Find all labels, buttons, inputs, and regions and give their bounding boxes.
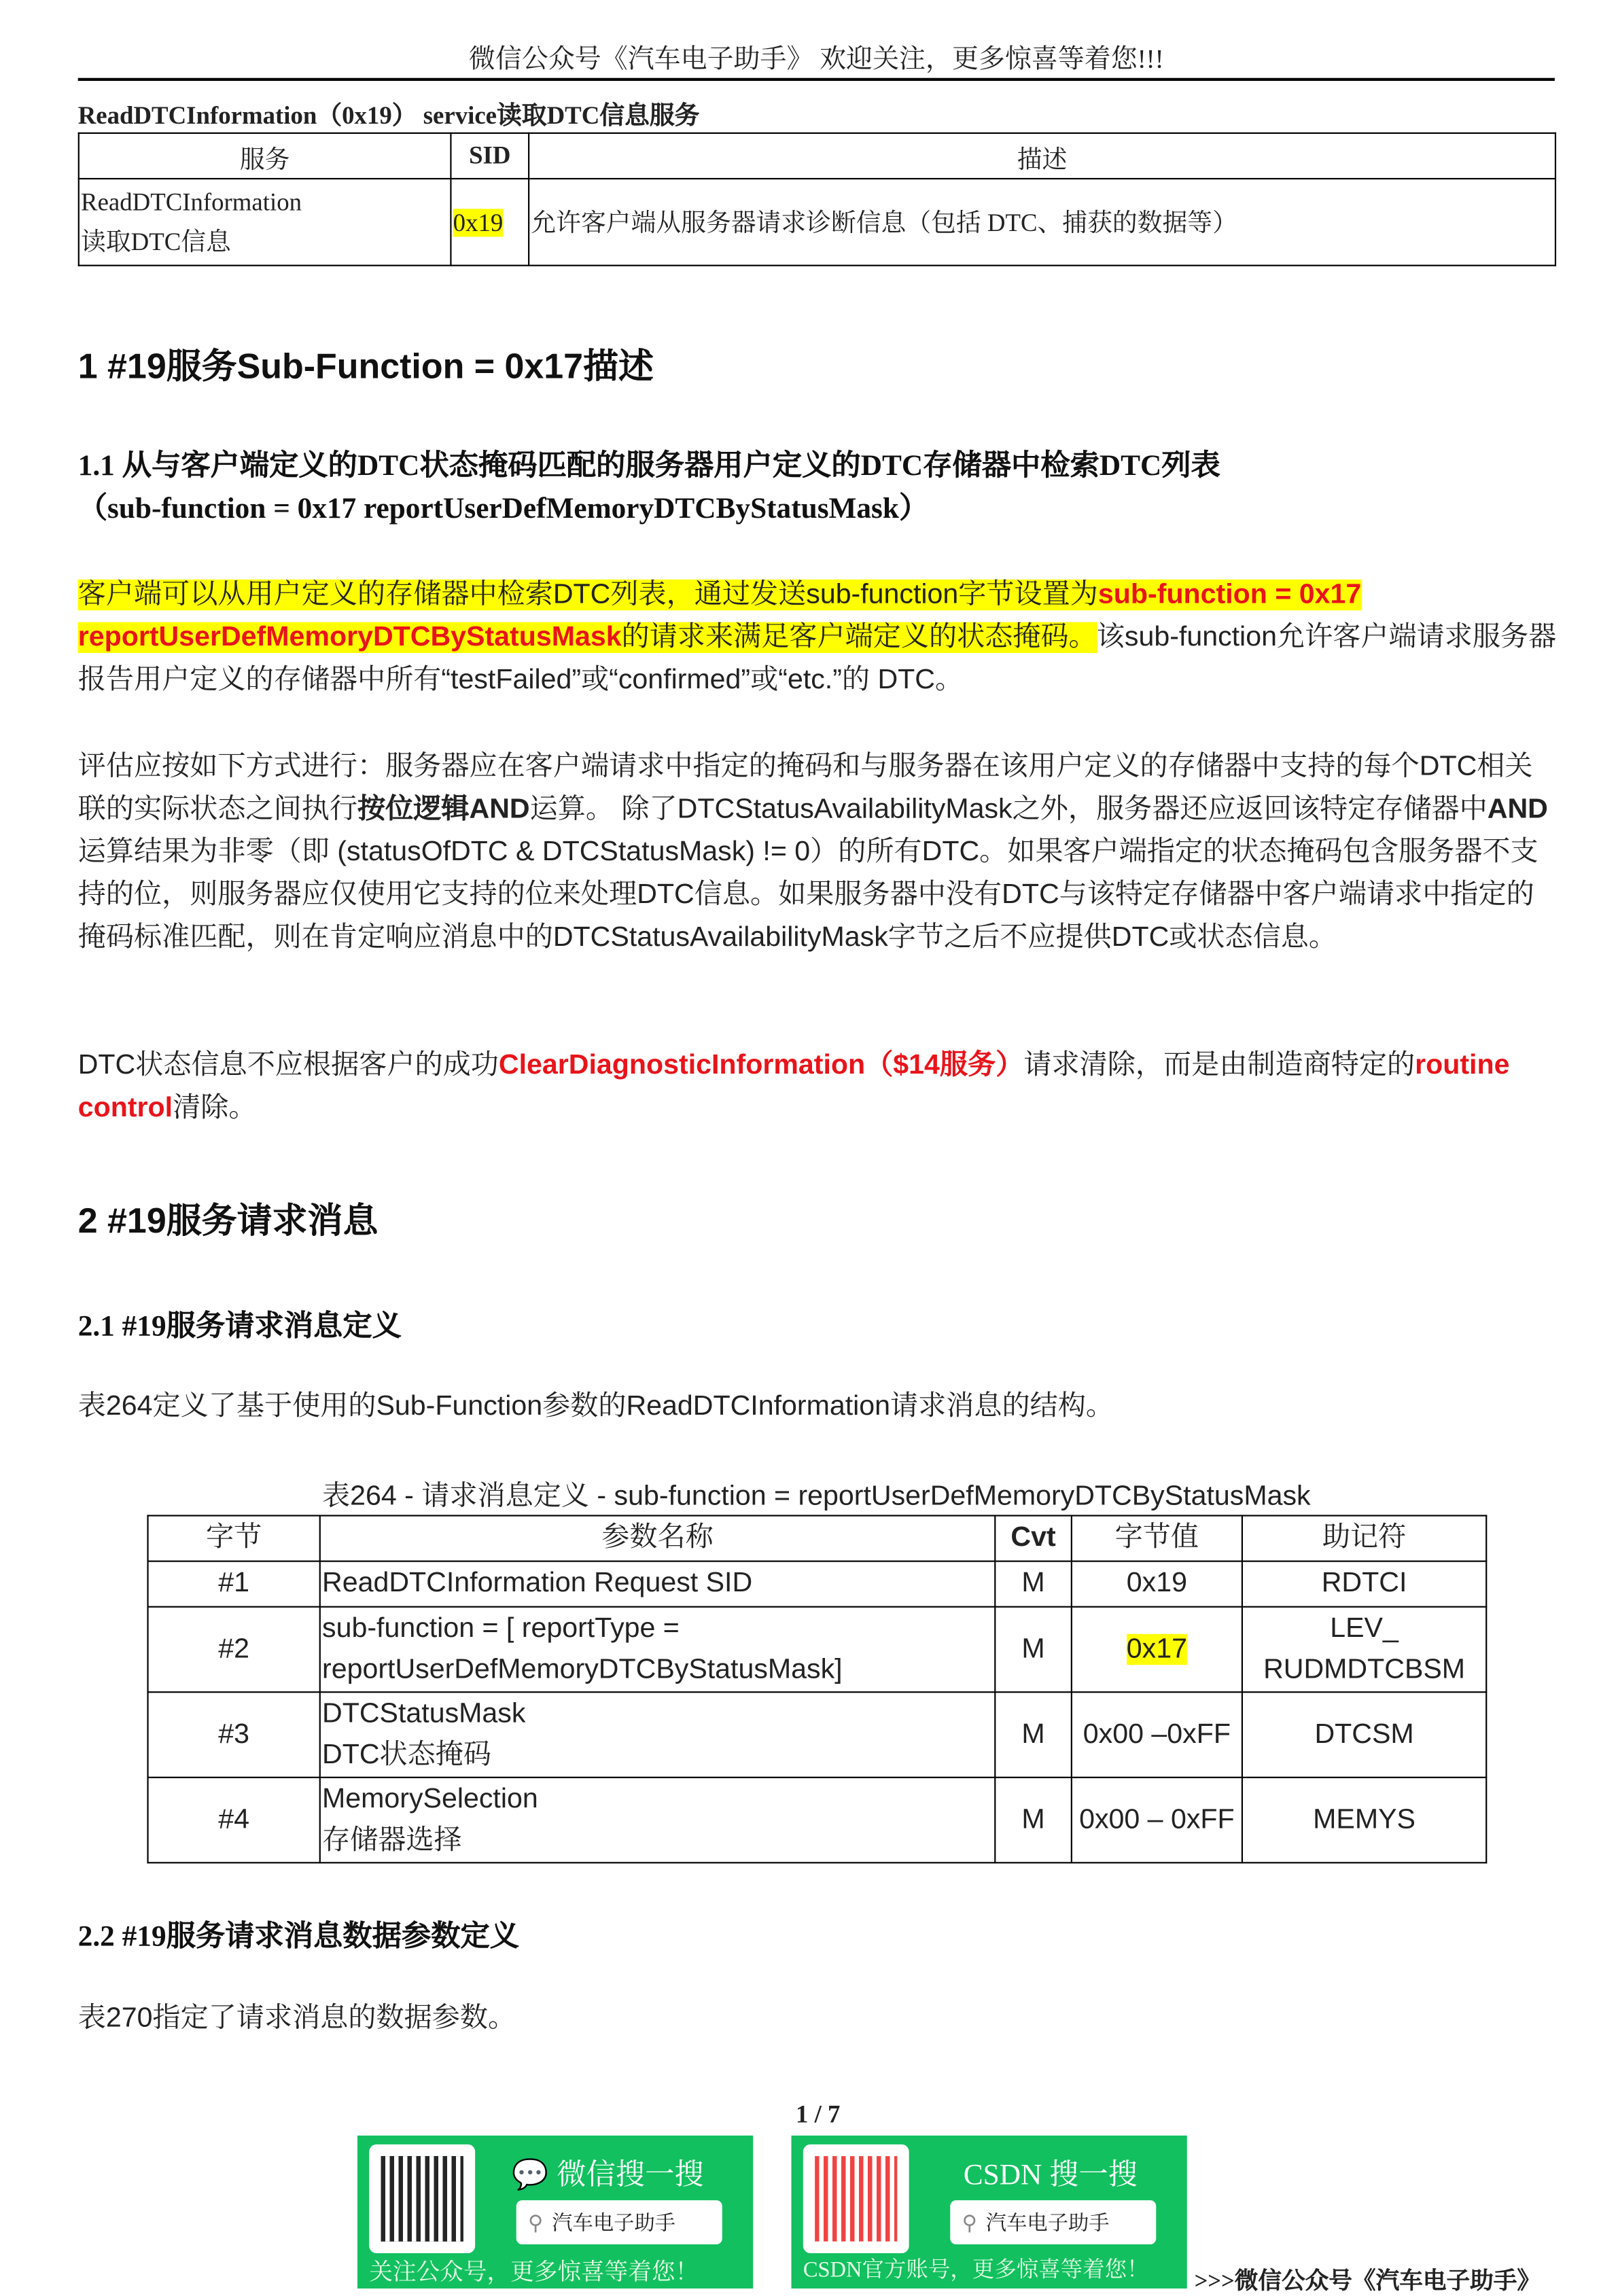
description-cell: 允许客户端从服务器请求诊断信息（包括 DTC、捕获的数据等） xyxy=(529,179,1555,266)
text: LEV_ xyxy=(1330,1612,1399,1644)
heading-line: （sub-function = 0x17 reportUserDefMemoryDTCByStatusMask） xyxy=(77,493,929,525)
table-row xyxy=(79,179,1555,266)
value-cell: 0x00 –0xFF xyxy=(1072,1692,1242,1778)
paragraph-4: 表264定义了基于使用的Sub-Function参数的ReadDTCInformation请求消息的结构。 xyxy=(77,1391,1114,1423)
qr-code-icon xyxy=(815,2156,897,2242)
header-description: 描述 xyxy=(529,133,1555,179)
cvt-cell: M xyxy=(995,1692,1072,1778)
value-cell: 0x00 – 0xFF xyxy=(1072,1778,1242,1863)
header-service: 服务 xyxy=(79,133,451,179)
text: 评估应按如下方式进行：服务器应在客户端请求中指定的掩码和与服务器在该用户定义的存储器中支持的每个DTC相关联的实际状态之间执行 xyxy=(77,752,1533,826)
text: 客户端可以从用户定义的存储器中检索DTC列表，通过发送sub-function字节设置为 xyxy=(77,579,1098,611)
service-title: ReadDTCInformation（0x19） service读取DTC信息服务 xyxy=(77,101,700,130)
paragraph-2 xyxy=(78,745,1558,959)
cvt-cell: M xyxy=(995,1778,1072,1863)
text: 清除。 xyxy=(173,1093,257,1124)
section-heading-1-1 xyxy=(78,446,1220,531)
csdn-caption: CSDN官方账号，更多惊喜等着您！ xyxy=(803,2259,1149,2283)
section-heading-2-1: 2.1 #19服务请求消息定义 xyxy=(77,1310,402,1343)
text: DTC状态掩码 xyxy=(322,1739,492,1770)
request-table xyxy=(147,1515,1487,1863)
header-sid: SID xyxy=(451,133,529,179)
text: 该sub-function允许客户端请求服务器报告用户定义的存储器中所有“testFailed”或“confirmed”或“etc.”的 DTC。 xyxy=(77,622,1557,696)
byte-cell: #1 xyxy=(148,1561,320,1607)
text: sub-function = [ reportType = xyxy=(322,1612,680,1644)
header-byte: 字节 xyxy=(148,1516,320,1561)
red-text: ClearDiagnosticInformation（$14服务） xyxy=(498,1050,1024,1081)
mnemonic-cell: MEMYS xyxy=(1242,1778,1486,1863)
table-caption: 表264 - 请求消息定义 - sub-function = reportUserDefMemoryDTCByStatusMask xyxy=(321,1481,1311,1513)
byte-cell: #3 xyxy=(148,1692,320,1778)
table-row xyxy=(148,1692,1487,1778)
param-name-cell xyxy=(320,1607,996,1693)
wechat-search-box[interactable] xyxy=(516,2200,722,2244)
bold-text: 按位逻辑AND xyxy=(357,794,530,826)
qr-code-icon xyxy=(381,2156,463,2242)
wechat-icon: 💬 xyxy=(512,2159,549,2192)
csdn-banner[interactable] xyxy=(792,2136,1187,2289)
search-icon: ⚲ xyxy=(962,2210,977,2234)
text: 运算。 除了DTCStatusAvailabilityMask之外，服务器还应返回该特定存储器中 xyxy=(529,794,1488,826)
search-icon: ⚲ xyxy=(528,2210,544,2234)
header-cvt: Cvt xyxy=(995,1516,1072,1561)
text: 运算结果为非零（即 (statusOfDTC & DTCStatusMask) != 0）的所有DTC。如果客户端指定的状态掩码包含服务器不支持的位，则服务器应仅使用它支持的位来处理DTC信息。如果服务器中没有DTC与该特定存储器中客户端请求中指定的掩码标准匹配，则在肯定响应消息中的DTCStatusAvailabilityMask字节之后不应提供DTC或状态信息。 xyxy=(77,836,1538,953)
header-mnemonic: 助记符 xyxy=(1242,1516,1486,1561)
csdn-search-box[interactable] xyxy=(950,2200,1156,2244)
page-number: 1 / 7 xyxy=(795,2100,841,2129)
bold-text: AND xyxy=(1487,794,1548,826)
section-heading-2-2: 2.2 #19服务请求消息数据参数定义 xyxy=(77,1920,520,1954)
service-table xyxy=(78,133,1556,266)
footer-tail-text: >>>微信公众号《汽车电子助手》 xyxy=(1194,2269,1541,2295)
wechat-qr-code xyxy=(369,2144,475,2253)
paragraph-5: 表270指定了请求消息的数据参数。 xyxy=(77,2003,516,2034)
mnemonic-cell: DTCSM xyxy=(1242,1692,1486,1778)
mnemonic-cell xyxy=(1242,1607,1486,1693)
table-header-row xyxy=(148,1516,1487,1561)
service-name-cn: 读取DTC信息 xyxy=(81,228,231,256)
red-text: sub-function = 0x17 reportUserDefMemoryDTCByStatusMask xyxy=(77,579,1362,654)
section-heading-1: 1 #19服务Sub-Function = 0x17描述 xyxy=(77,347,654,387)
heading-line: 1.1 从与客户端定义的DTC状态掩码匹配的服务器用户定义的DTC存储器中检索DTC列表 xyxy=(77,450,1220,482)
csdn-search-title: CSDN 搜一搜 xyxy=(963,2159,1138,2192)
wechat-search-title xyxy=(512,2150,703,2193)
param-name-cell xyxy=(320,1778,996,1863)
header-byte-value: 字节值 xyxy=(1072,1516,1242,1561)
text: 微信搜一搜 xyxy=(557,2159,704,2192)
value-cell: 0x19 xyxy=(1072,1561,1242,1607)
table-header-row xyxy=(79,133,1555,179)
header-divider xyxy=(78,78,1555,81)
search-text: 汽车电子助手 xyxy=(552,2210,676,2234)
text: 的请求来满足客户端定义的状态掩码。 xyxy=(621,622,1097,654)
cvt-cell: M xyxy=(995,1607,1072,1693)
service-cell xyxy=(79,179,451,266)
csdn-qr-code xyxy=(803,2144,909,2253)
sid-value: 0x19 xyxy=(453,208,504,236)
search-text: 汽车电子助手 xyxy=(985,2210,1110,2234)
header-param-name: 参数名称 xyxy=(320,1516,996,1561)
text: 请求清除，而是由制造商特定的 xyxy=(1023,1050,1415,1081)
mnemonic-cell: RDTCI xyxy=(1242,1561,1486,1607)
table-row xyxy=(148,1561,1487,1607)
wechat-banner[interactable] xyxy=(357,2136,753,2289)
text: RUDMDTCBSM xyxy=(1263,1653,1466,1685)
value-cell xyxy=(1072,1607,1242,1693)
paragraph-3 xyxy=(78,1044,1558,1130)
red-text: routine control xyxy=(77,1050,1510,1124)
byte-cell: #4 xyxy=(148,1778,320,1863)
table-row xyxy=(148,1607,1487,1693)
highlighted-value: 0x17 xyxy=(1126,1633,1187,1665)
cvt-cell: M xyxy=(995,1561,1072,1607)
service-name: ReadDTCInformation xyxy=(81,188,302,217)
text: DTC状态信息不应根据客户的成功 xyxy=(77,1050,499,1081)
wechat-caption: 关注公众号，更多惊喜等着您！ xyxy=(369,2260,699,2286)
text: reportUserDefMemoryDTCByStatusMask] xyxy=(322,1653,843,1685)
sid-cell xyxy=(451,179,529,266)
paragraph-1 xyxy=(78,573,1558,701)
table-row xyxy=(148,1778,1487,1863)
param-name-cell xyxy=(320,1692,996,1778)
byte-cell: #2 xyxy=(148,1607,320,1693)
text: 存储器选择 xyxy=(322,1824,462,1856)
section-heading-2: 2 #19服务请求消息 xyxy=(77,1201,379,1241)
param-name-cell: ReadDTCInformation Request SID xyxy=(320,1561,996,1607)
page-header: 微信公众号《汽车电子助手》 欢迎关注，更多惊喜等着您!!! xyxy=(468,43,1164,74)
text: MemorySelection xyxy=(322,1783,538,1814)
text: DTCStatusMask xyxy=(322,1697,526,1729)
